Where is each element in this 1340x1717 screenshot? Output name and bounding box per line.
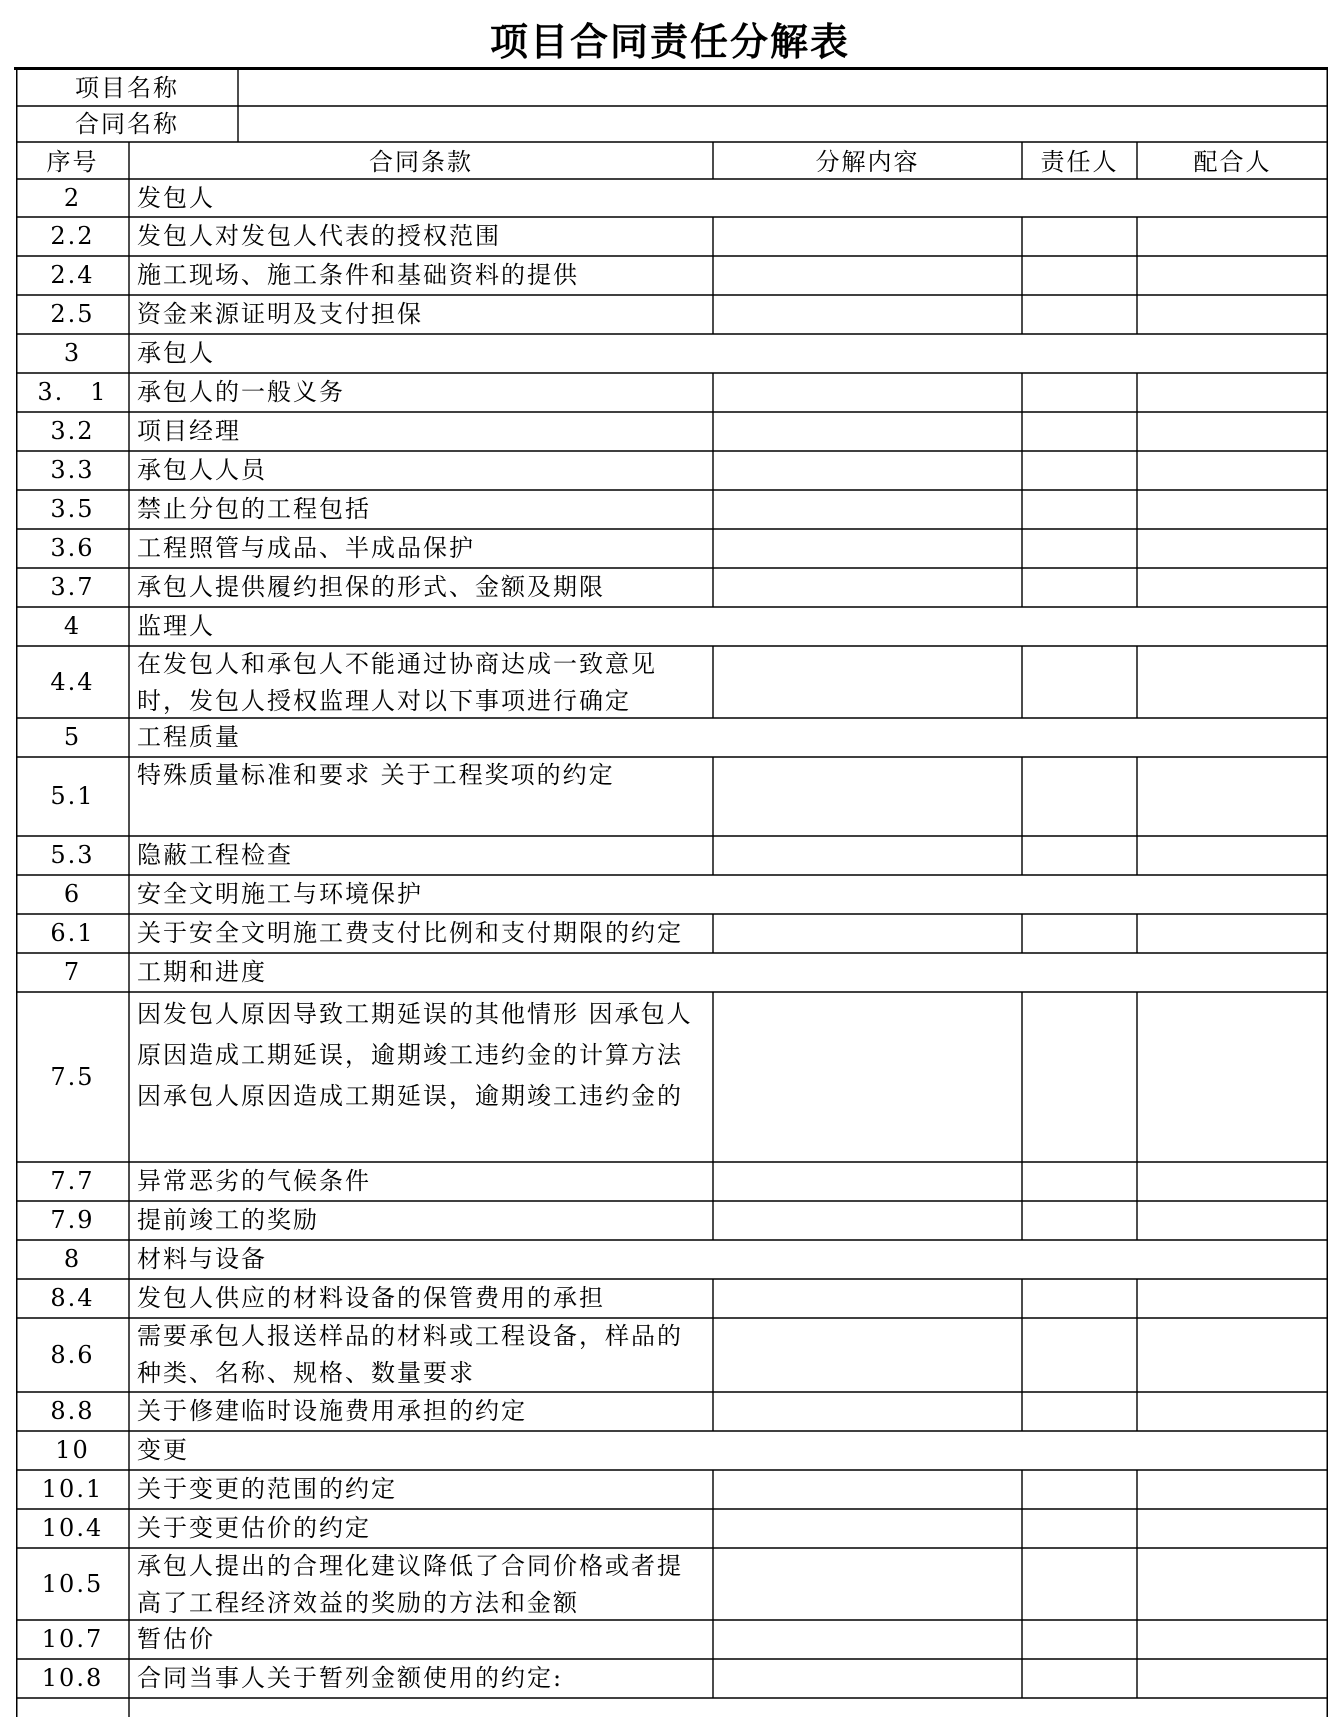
clause-text: 安全文明施工与环境保护 [137, 880, 423, 908]
clause-number: 4.4 [50, 668, 95, 696]
clause-text: 异常恶劣的气候条件 [137, 1167, 371, 1195]
project-name-value[interactable] [238, 70, 1328, 106]
clause-text: 承包人提供履约担保的形式、金额及期限 [137, 573, 605, 601]
owner-cell[interactable] [1022, 646, 1137, 718]
clause-number: 10.4 [41, 1514, 104, 1542]
clause-text: 发包人供应的材料设备的保管费用的承担 [137, 1284, 605, 1312]
header-content: 分解内容 [815, 148, 920, 176]
assist-cell[interactable] [1137, 412, 1328, 451]
owner-cell[interactable] [1022, 914, 1137, 953]
assist-cell[interactable] [1137, 373, 1328, 412]
assist-cell[interactable] [1137, 1392, 1328, 1431]
clause-text: 暂估价 [137, 1625, 215, 1653]
clause-text: 资金来源证明及支付担保 [137, 300, 423, 328]
clause-number: 4 [63, 612, 82, 640]
clause-text: 工程照管与成品、半成品保护 [137, 534, 475, 562]
clause-text: 合同当事人关于暂列金额使用的约定: [137, 1664, 564, 1692]
contract-name-label: 合同名称 [75, 110, 179, 138]
clause-number: 10.5 [41, 1570, 104, 1598]
owner-cell[interactable] [1022, 992, 1137, 1162]
owner-cell[interactable] [1022, 256, 1137, 295]
owner-cell[interactable] [1022, 836, 1137, 875]
breakdown-cell[interactable] [713, 256, 1022, 295]
breakdown-cell[interactable] [713, 914, 1022, 953]
clause-number: 6 [63, 880, 82, 908]
clause-text: 承包人 [137, 339, 215, 367]
assist-cell[interactable] [1137, 451, 1328, 490]
assist-cell[interactable] [1137, 1620, 1328, 1659]
owner-cell[interactable] [1022, 490, 1137, 529]
clause-text: 关于修建临时设施费用承担的约定 [137, 1397, 527, 1425]
owner-cell[interactable] [1022, 1318, 1137, 1392]
breakdown-cell[interactable] [713, 1548, 1022, 1620]
clause-text: 承包人人员 [137, 456, 267, 484]
responsibility-table [16, 70, 1328, 1717]
clause-number: 6.1 [50, 919, 95, 947]
owner-cell[interactable] [1022, 1279, 1137, 1318]
assist-cell[interactable] [1137, 757, 1328, 836]
clause-number: 7.5 [50, 1063, 95, 1091]
breakdown-cell[interactable] [713, 1620, 1022, 1659]
clause-number: 10.1 [41, 1475, 104, 1503]
owner-cell[interactable] [1022, 295, 1137, 334]
assist-cell[interactable] [1137, 256, 1328, 295]
clause-text: 承包人提出的合理化建议降低了合同价格或者提高了工程经济效益的奖励的方法和金额 [137, 1552, 683, 1617]
owner-cell[interactable] [1022, 1509, 1137, 1548]
assist-cell[interactable] [1137, 1201, 1328, 1240]
project-name-label: 项目名称 [75, 74, 179, 102]
header-owner: 责任人 [1040, 148, 1119, 176]
header-no: 序号 [46, 148, 99, 176]
clause-number: 3.5 [50, 495, 95, 523]
clause-text: 发包人对发包人代表的授权范围 [137, 222, 501, 250]
breakdown-cell[interactable] [713, 1279, 1022, 1318]
clause-text: 隐蔽工程检查 [137, 841, 293, 869]
clause-text: 关于变更估价的约定 [137, 1514, 371, 1542]
clause-number: 5.3 [50, 841, 95, 869]
clause-number: 3.6 [50, 534, 95, 562]
clause-number: 2.4 [50, 261, 95, 289]
owner-cell[interactable] [1022, 1659, 1137, 1698]
assist-cell[interactable] [1137, 992, 1328, 1162]
clause-text: 承包人的一般义务 [137, 378, 345, 406]
clause-text: 需要承包人报送样品的材料或工程设备，样品的种类、名称、规格、数量要求 [137, 1322, 683, 1387]
clause-text: 材料与设备 [137, 1245, 267, 1273]
owner-cell[interactable] [1022, 1162, 1137, 1201]
clause-number: 10.8 [41, 1664, 104, 1692]
breakdown-cell[interactable] [713, 295, 1022, 334]
owner-cell[interactable] [1022, 217, 1137, 256]
clause-number: 5 [63, 723, 82, 751]
owner-cell[interactable] [1022, 529, 1137, 568]
clause-number: 3.3 [50, 456, 95, 484]
breakdown-cell[interactable] [713, 757, 1022, 836]
breakdown-cell[interactable] [713, 1659, 1022, 1698]
assist-cell[interactable] [1137, 490, 1328, 529]
assist-cell[interactable] [1137, 1279, 1328, 1318]
assist-cell[interactable] [1137, 1470, 1328, 1509]
owner-cell[interactable] [1022, 451, 1137, 490]
clause-text: 禁止分包的工程包括 [137, 495, 371, 523]
clause-text: 特殊质量标准和要求 关于工程奖项的约定 [137, 761, 615, 789]
breakdown-cell[interactable] [713, 992, 1022, 1162]
clause-number: 10.7 [41, 1625, 104, 1653]
breakdown-cell[interactable] [713, 1392, 1022, 1431]
clause-number: 8.6 [50, 1341, 95, 1369]
breakdown-cell[interactable] [713, 529, 1022, 568]
assist-cell[interactable] [1137, 1162, 1328, 1201]
header-clause: 合同条款 [369, 148, 473, 176]
clause-number: 10 [55, 1436, 90, 1464]
breakdown-cell[interactable] [713, 1318, 1022, 1392]
assist-cell[interactable] [1137, 1318, 1328, 1392]
owner-cell[interactable] [1022, 1392, 1137, 1431]
clause-text: 项目经理 [137, 417, 241, 445]
clause-text: 施工现场、施工条件和基础资料的提供 [137, 261, 579, 289]
breakdown-cell[interactable] [713, 1470, 1022, 1509]
assist-cell[interactable] [1137, 1659, 1328, 1698]
owner-cell[interactable] [1022, 757, 1137, 836]
clause-number: 3. 1 [37, 378, 108, 406]
clause-number: 2.2 [50, 222, 95, 250]
owner-cell[interactable] [1022, 1470, 1137, 1509]
clause-number: 2 [63, 184, 82, 212]
document-title: 项目合同责任分解表 [489, 20, 850, 64]
clause-number: 8.8 [50, 1397, 95, 1425]
owner-cell[interactable] [1022, 1548, 1137, 1620]
header-assist: 配合人 [1193, 148, 1272, 176]
clause-number: 3.2 [50, 417, 95, 445]
assist-cell[interactable] [1137, 295, 1328, 334]
breakdown-cell[interactable] [713, 1201, 1022, 1240]
clause-number: 7.9 [50, 1206, 95, 1234]
breakdown-cell[interactable] [713, 373, 1022, 412]
clause-number: 8.4 [50, 1284, 95, 1312]
clause-number: 2.5 [50, 300, 95, 328]
clause-text: 发包人 [137, 184, 215, 212]
clause-text: 工程质量 [137, 723, 241, 751]
assist-cell[interactable] [1137, 568, 1328, 607]
clause-text: 在发包人和承包人不能通过协商达成一致意见时，发包人授权监理人对以下事项进行确定 [137, 650, 657, 715]
owner-cell[interactable] [1022, 373, 1137, 412]
clause-number: 3.7 [50, 573, 95, 601]
owner-cell[interactable] [1022, 1620, 1137, 1659]
clause-text: 提前竣工的奖励 [137, 1206, 319, 1234]
clause-text: 关于变更的范围的约定 [137, 1475, 397, 1503]
clause-text: 变更 [137, 1436, 189, 1464]
clause-number: 3 [63, 339, 82, 367]
assist-cell[interactable] [1137, 836, 1328, 875]
clause-number: 8 [63, 1245, 82, 1273]
breakdown-cell[interactable] [713, 1509, 1022, 1548]
breakdown-cell[interactable] [713, 412, 1022, 451]
clause-number: 7.7 [50, 1167, 95, 1195]
assist-cell[interactable] [1137, 217, 1328, 256]
clause-number: 5.1 [50, 782, 95, 810]
assist-cell[interactable] [1137, 914, 1328, 953]
clause-text: 因发包人原因导致工期延误的其他情形 因承包人原因造成工期延误，逾期竣工违约金的计算方法 因承包人原因造成工期延误，逾期竣工违约金的 [137, 1000, 693, 1110]
breakdown-cell[interactable] [713, 217, 1022, 256]
owner-cell[interactable] [1022, 568, 1137, 607]
breakdown-cell[interactable] [713, 451, 1022, 490]
assist-cell[interactable] [1137, 1509, 1328, 1548]
assist-cell[interactable] [1137, 646, 1328, 718]
breakdown-cell[interactable] [713, 490, 1022, 529]
clause-text: 监理人 [137, 612, 215, 640]
breakdown-cell[interactable] [713, 836, 1022, 875]
contract-name-value[interactable] [238, 106, 1328, 142]
breakdown-cell[interactable] [713, 568, 1022, 607]
clause-text: 关于安全文明施工费支付比例和支付期限的约定 [137, 919, 683, 947]
breakdown-cell[interactable] [713, 1162, 1022, 1201]
owner-cell[interactable] [1022, 412, 1137, 451]
clause-number: 7 [63, 958, 82, 986]
clause-text: 工期和进度 [137, 958, 267, 986]
owner-cell[interactable] [1022, 1201, 1137, 1240]
assist-cell[interactable] [1137, 1548, 1328, 1620]
assist-cell[interactable] [1137, 529, 1328, 568]
breakdown-cell[interactable] [713, 646, 1022, 718]
